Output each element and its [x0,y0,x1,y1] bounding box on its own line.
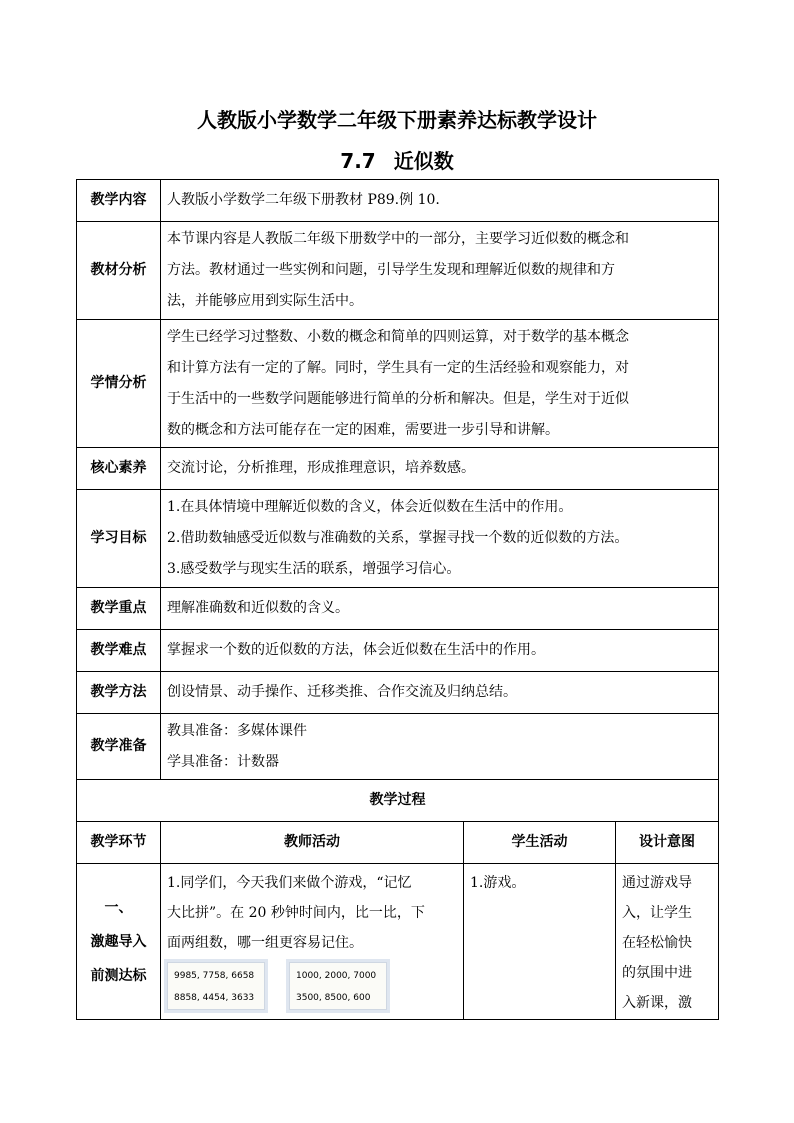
value-core-literacy: 交流讨论，分析推理，形成推理意识，培养数感。 [161,448,719,490]
text-line: 和计算方法有一定的了解。同时，学生具有一定的生活经验和观察能力，对 [167,359,629,376]
label-teaching-method: 教学方法 [77,672,161,714]
text-line: 1.同学们，今天我们来做个游戏，“记忆 [167,875,412,891]
text-line: 学具准备：计数器 [167,753,279,770]
row-student-analysis [77,320,719,448]
row-core-literacy [77,448,719,490]
row-process-headers [77,822,719,864]
value-learning-goals [161,490,719,588]
goal-item: 1.在具体情境中理解近似数的含义，体会近似数在生活中的作用。 [167,499,573,515]
number-row: 3500, 8500, 600 [296,993,371,1003]
label-teaching-focus: 教学重点 [77,588,161,630]
process-title: 教学过程 [77,780,719,822]
label-teaching-difficulty: 教学难点 [77,630,161,672]
text-line: 学生已经学习过整数、小数的概念和简单的四则运算，对于数学的基本概念 [167,328,629,345]
stage-name-line: 激趣导入 [90,933,147,950]
text-line: 数的概念和方法可能存在一定的困难，需要进一步引导和讲解。 [167,421,559,438]
label-core-literacy: 核心素养 [77,448,161,490]
row-teaching-difficulty [77,630,719,672]
row-process-title [77,780,719,822]
stage-1-student-activity: 1.游戏。 [464,864,616,1020]
text-line: 方法。教材通过一些实例和问题，引导学生发现和理解近似数的规律和方 [167,262,615,278]
text-line: 入新课，激 [622,995,692,1011]
label-student-analysis: 学情分析 [77,320,161,448]
header-stage: 教学环节 [77,822,161,864]
number-group-2 [289,962,387,1010]
value-teaching-prep [161,714,719,780]
text-line: 面两组数，哪一组更容易记住。 [167,935,363,951]
lesson-number: 7.7 [340,149,376,173]
row-stage-1 [77,864,719,1020]
label-teaching-content: 教学内容 [77,180,161,222]
text-line: 大比拼”。在 20 秒钟时间内，比一比，下 [167,905,425,921]
number-group-1 [167,962,265,1010]
text-line: 教具准备：多媒体课件 [167,722,307,739]
header-design-intent: 设计意图 [616,822,719,864]
label-learning-goals: 学习目标 [77,490,161,588]
text-line: 法，并能够应用到实际生活中。 [167,293,363,309]
lesson-name: 近似数 [393,149,454,173]
text-line: 的氛围中进 [622,965,692,981]
goal-item: 2.借助数轴感受近似数与准确数的关系，掌握寻找一个数的近似数的方法。 [167,530,629,546]
stage-1-teacher-activity [161,864,464,1020]
row-teaching-content [77,180,719,222]
text-line: 入，让学生 [622,905,692,921]
value-teaching-method: 创设情景、动手操作、迁移类推、合作交流及归纳总结。 [161,672,719,714]
number-row: 1000, 2000, 7000 [296,971,377,981]
text-line: 于生活中的一些数学问题能够进行简单的分析和解决。但是，学生对于近似 [167,390,629,407]
label-material-analysis: 教材分析 [77,222,161,320]
label-teaching-prep: 教学准备 [77,714,161,780]
lesson-plan-table [76,179,719,1020]
stage-name-line: 前测达标 [90,967,147,984]
header-student-activity: 学生活动 [464,822,616,864]
number-row: 9985, 7758, 6658 [174,971,255,981]
number-groups [167,962,457,1010]
row-teaching-method [77,672,719,714]
stage-1-label [77,864,161,1020]
row-teaching-prep [77,714,719,780]
stage-1-design-intent [616,864,719,1020]
text-line: 通过游戏导 [622,875,692,891]
value-teaching-content: 人教版小学数学二年级下册教材 P89.例 10. [161,180,719,222]
value-teaching-focus: 理解准确数和近似数的含义。 [161,588,719,630]
goal-item: 3.感受数学与现实生活的联系，增强学习信心。 [167,561,461,577]
header-teacher-activity: 教师活动 [161,822,464,864]
value-student-analysis [161,320,719,448]
row-learning-goals [77,490,719,588]
document-title: 人教版小学数学二年级下册素养达标教学设计 [197,108,597,132]
stage-number: 一、 [104,899,133,916]
row-teaching-focus [77,588,719,630]
text-line: 在轻松愉快 [622,935,692,951]
lesson-heading [0,145,794,174]
number-row: 8858, 4454, 3633 [174,993,255,1003]
value-material-analysis [161,222,719,320]
text-line: 本节课内容是人教版二年级下册数学中的一部分，主要学习近似数的概念和 [167,231,629,247]
row-material-analysis [77,222,719,320]
value-teaching-difficulty: 掌握求一个数的近似数的方法，体会近似数在生活中的作用。 [161,630,719,672]
